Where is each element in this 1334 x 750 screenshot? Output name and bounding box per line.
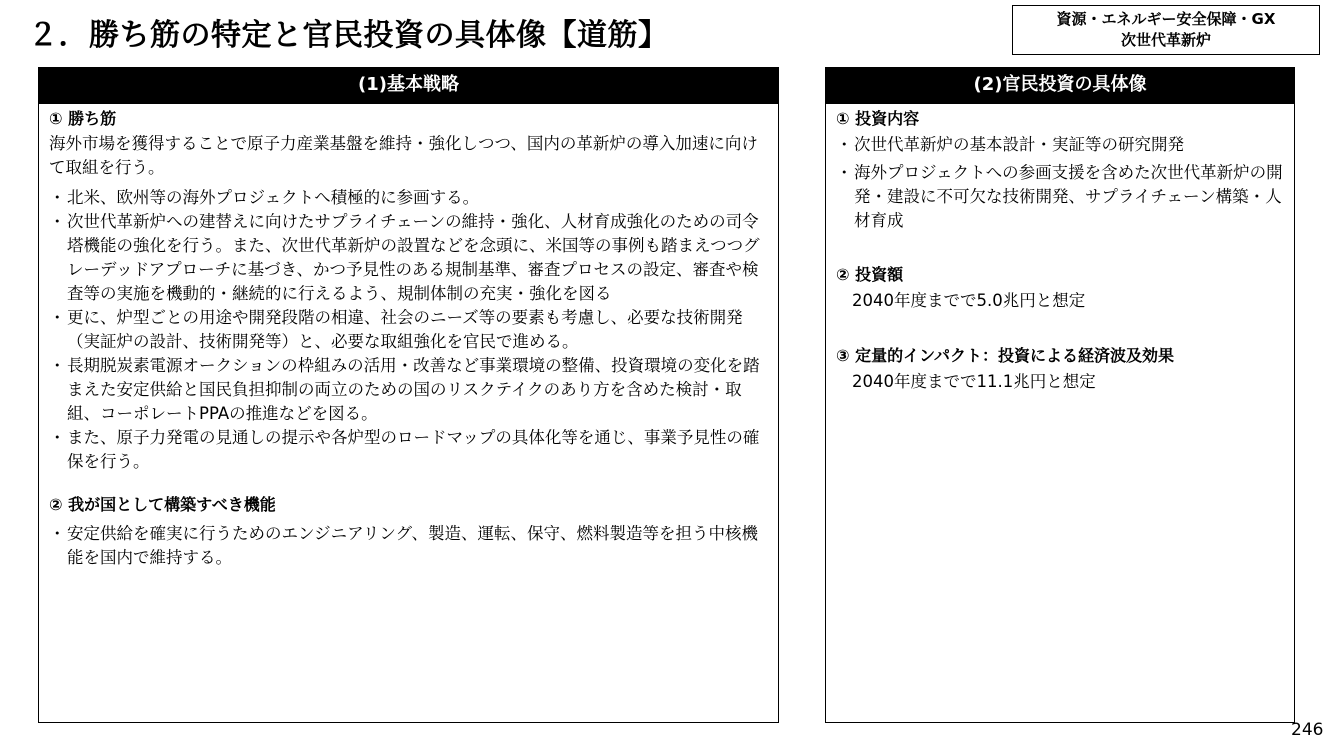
bullet-marker: ・ (836, 163, 853, 182)
bullet-marker: ・ (49, 188, 66, 207)
list-item (49, 306, 770, 354)
economic-impact-heading: ③ 定量的インパクト：投資による経済波及効果 (836, 346, 1174, 365)
investment-content-bullets (836, 133, 1286, 233)
winning-path-intro: 海外市場を獲得することで原子力産業基盤を維持・強化しつつ、国内の革新炉の導入加速に向けて取組を行う。 (49, 134, 758, 177)
category-tag (1012, 5, 1320, 55)
basic-strategy-header: (1)基本戦略 (39, 68, 778, 104)
bullet-marker: ・ (49, 524, 66, 543)
list-item (836, 133, 1286, 157)
investment-panel (825, 67, 1295, 723)
list-item (49, 210, 770, 306)
bullet-marker: ・ (49, 308, 66, 327)
list-item (49, 522, 770, 570)
basic-strategy-body (39, 104, 778, 570)
list-item-text: 次世代革新炉への建替えに向けたサプライチェーンの維持・強化、人材育成強化のための司令塔機能の強化を行う。また、次世代革新炉の設置などを念頭に、米国等の事例も踏まえつつグレーデッドアプローチに基づき、かつ予見性のある規制基準、審査プロセスの設定、審査や検査等の実施を機動的・継続的に行えるよう、規制体制の充実・強化を図る (67, 212, 760, 303)
list-item (836, 161, 1286, 233)
bullet-marker: ・ (49, 212, 66, 231)
list-item-text: 長期脱炭素電源オークションの枠組みの活用・改善など事業環境の整備、投資環境の変化を踏まえた安定供給と国民負担抑制の両立のための国のリスクテイクのあり方を含めた検討・取組、コーポレートPPAの推進などを図る。 (67, 356, 760, 423)
basic-strategy-panel (38, 67, 779, 723)
investment-content-heading: ① 投資内容 (836, 109, 920, 128)
winning-path-bullets (49, 186, 770, 474)
list-item-text: また、原子力発電の見通しの提示や各炉型のロードマップの具体化等を通じ、事業予見性の確保を行う。 (67, 428, 760, 471)
category-tag-line2: 次世代革新炉 (1120, 31, 1211, 49)
list-item-text: 北米、欧州等の海外プロジェクトへ積極的に参画する。 (67, 188, 480, 207)
investment-body (826, 104, 1294, 394)
bullet-marker: ・ (836, 135, 853, 154)
page-title: ２．勝ち筋の特定と官民投資の具体像【道筋】 (28, 18, 669, 53)
bullet-marker: ・ (49, 428, 66, 447)
list-item (49, 354, 770, 426)
investment-amount-value: 2040年度までで5.0兆円と想定 (852, 291, 1086, 310)
list-item-text: 安定供給を確実に行うためのエンジニアリング、製造、運転、保守、燃料製造等を担う中核機能を国内で維持する。 (67, 524, 758, 567)
core-functions-bullets (49, 522, 770, 570)
economic-impact-value: 2040年度までで11.1兆円と想定 (852, 372, 1096, 391)
investment-header: (2)官民投資の具体像 (826, 68, 1294, 104)
list-item-text: 更に、炉型ごとの用途や開発段階の相違、社会のニーズ等の要素も考慮し、必要な技術開発（実証炉の設計、技術開発等）と、必要な取組強化を官民で進める。 (67, 308, 743, 351)
category-tag-line1: 資源・エネルギー安全保障・GX (1056, 10, 1276, 28)
page-number: 246 (1291, 720, 1324, 740)
list-item (49, 426, 770, 474)
list-item-text: 海外プロジェクトへの参画支援を含めた次世代革新炉の開発・建設に不可欠な技術開発、サプライチェーン構築・人材育成 (854, 163, 1283, 230)
bullet-marker: ・ (49, 356, 66, 375)
list-item (49, 186, 770, 210)
investment-amount-heading: ② 投資額 (836, 265, 904, 284)
winning-path-heading: ① 勝ち筋 (49, 109, 117, 128)
list-item-text: 次世代革新炉の基本設計・実証等の研究開発 (854, 135, 1184, 154)
core-functions-heading: ② 我が国として構築すべき機能 (49, 495, 276, 514)
